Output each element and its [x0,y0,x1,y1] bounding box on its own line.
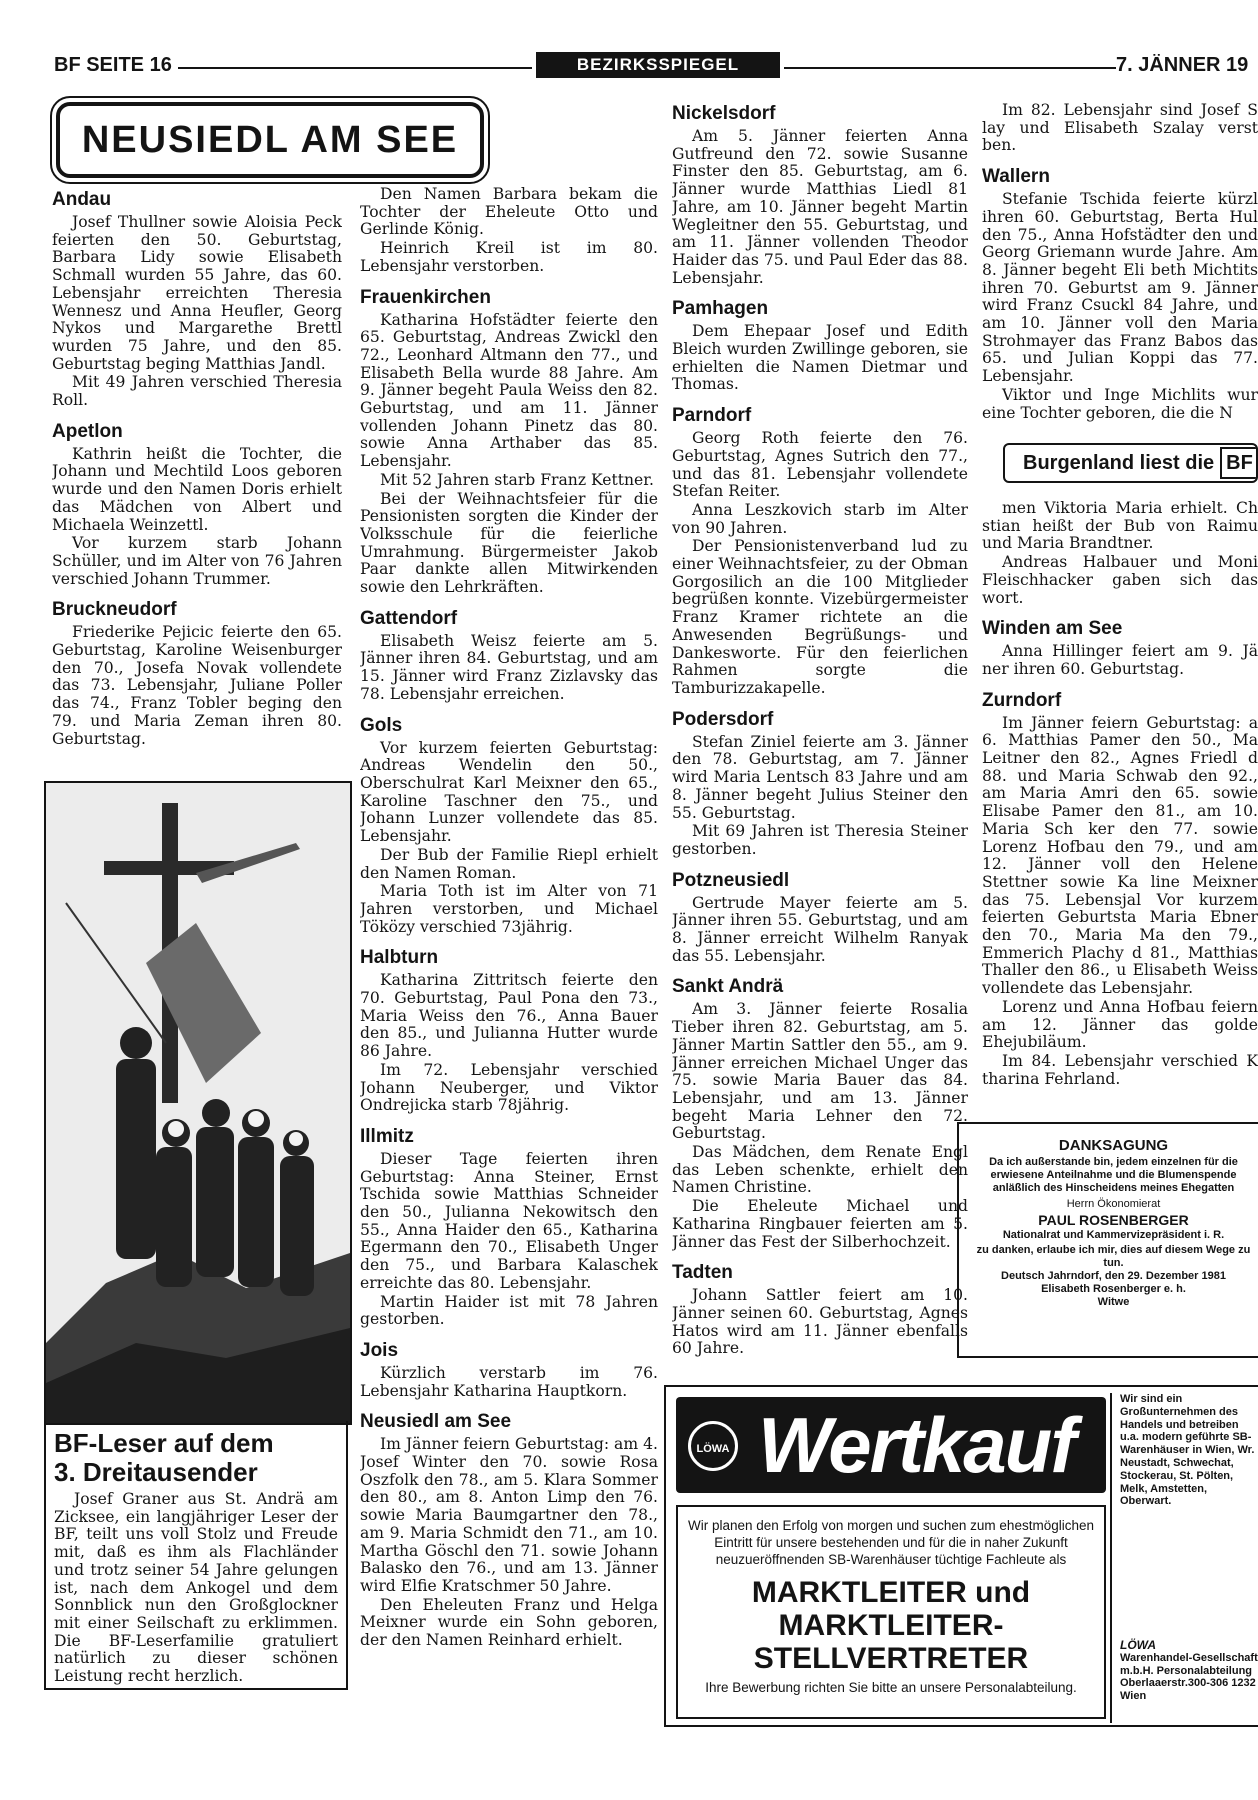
wertkauf-brand: Wertkauf [758,1401,1075,1489]
danksagung-signature: Elisabeth Rosenberger e. h. [1041,1283,1186,1295]
article-section [672,708,968,859]
article-section [982,500,1258,607]
article-section [982,617,1258,678]
article-paragraph: Der Bub der Familie Riepl erhielt den Namen Roman. [360,845,658,882]
article-paragraph: Den Eheleuten Franz und Helga Meixner wurde ein Sohn geboren, der den Namen Reinhard erhielt. [360,1595,658,1650]
lowa-wordmark: LÖWA [1120,1638,1156,1652]
article-paragraph: Friederike Pejicic feierte den 65. Geburtstag, Karoline Weisenburger den 70., Josefa Novak vollendete das 73. Lebensjahr, Juliane Poller das 74., Franz Tobler beging den 79. und Maria Zeman ihren 80. Geburtstag. [52,623,342,748]
company-address [1120,1639,1258,1703]
column-1 [52,188,342,768]
page-number: BF SEITE 16 [54,54,172,76]
summit-photo [44,781,352,1425]
job-title-3: STELLVERTRETER [753,1642,1029,1675]
job-offer-box [676,1505,1106,1719]
town-heading: Andau [52,189,112,210]
job-title-1: MARKTLEITER und [751,1576,1031,1609]
job-title-2: MARKTLEITER- [778,1609,1004,1642]
article-section [360,607,658,704]
article-paragraph: Kürzlich verstarb im 76. Lebensjahr Katharina Hauptkorn. [360,1363,658,1400]
article-paragraph: Stefanie Tschida feierte kürzl ihren 60. Geburtstag, Berta Hul den 75., Anna Hofstädter den und Georg Griemann wurde Jahre. Am 8. Jänner begeht Eli beth Michtits ihren 70. Geburtst am 9. Jänner wird Franz Csuckl 84 Jahre, und am 10. Jänner voll den Maria Strohmayer das Franz Babos das 65. und Julian Koppi das 77. Lebensjahr. [982,190,1258,386]
town-heading: Bruckneudorf [52,599,177,621]
lowa-circle-logo: LÖWA [688,1421,738,1471]
town-heading: Wallern [982,166,1050,188]
job-apply-note: Ihre Bewerbung richten Sie bitte an unsere Personalabteilung. [705,1680,1077,1695]
promo-text: Burgenland liest die [1023,452,1215,474]
article-paragraph: Josef Thullner sowie Aloisia Peck feierten den 50. Geburtstag, Barbara Lidy sowie Elisabeth Schmall wurden 55 Jahre, das 60. Lebensjahr erreichten Theresia Wennesz und Anna Heufler, Georg Nykos und Margarethe Brettl wurden 75 Jahre, und den 85. Geburtstag beging Matthias Jandl. [52,213,342,373]
article-paragraph: Heinrich Kreil ist im 80. Lebensjahr verstorben. [360,239,658,275]
article-section [672,869,968,966]
article-paragraph: Am 5. Jänner feierten Anna Gutfreund den 72. sowie Susanne Finster den 85. Geburtstag, am 6. Jänner wurde Matthias Liedl 81 Jahre, am 10. Jänner begeht Martin Wegleitner den 55. Geburtstag, und am 11. Jänner vollenden Theodor Haider das 75. und Paul Eder das 88. Lebensjahr. [672,127,968,287]
article-paragraph: Andreas Halbauer und Moni Fleischhacker gaben sich das wort. [982,553,1258,607]
column-4-top [982,102,1258,434]
article-paragraph: Dieser Tage feierten ihren Geburtstag: Anna Steiner, Ernst Tschida sowie Matthias Schneider den 50., Julianna Nekowitsch den 55., Anna Haider den 65., Katharina Egermann den 70., Elisabeth Unger den 75., und Barbara Kalaschek erreichte das 80. Lebensjahr. [360,1149,658,1292]
article-section [672,102,968,287]
danksagung-text-1: Da ich außerstande bin, jedem einzelnen für die erwiesene Anteilnahme und die Blumenspende anläßlich des Hinscheidens meines Ehegatten [989,1156,1238,1194]
article-section [360,1410,658,1649]
article-paragraph: men Viktoria Maria erhielt. Ch stian heißt der Bub von Raimu und Maria Brandtner. [982,500,1258,553]
danksagung-witwe: Witwe [1097,1296,1130,1308]
article-section [360,1125,658,1329]
article-paragraph: Johann Sattler feiert am 10. Jänner seinen 60. Geburtstag, Agnes Hatos wird am 11. Jänner ebenfalls 60 Jahre. [672,1286,968,1358]
article-paragraph: Stefan Ziniel feierte am 3. Jänner den 78. Geburtstag, am 7. Jänner wird Maria Lentsch 83 Jahre und am 8. Jänner begeht Julius Steiner den 55. Geburtstag. [672,732,968,822]
header-rule-left [178,67,532,69]
danksagung-place-date: Deutsch Jahrndorf, den 29. Dezember 1981 [1001,1270,1226,1282]
article-paragraph: Kathrin heißt die Tochter, die Johann und Mechtild Loos geboren wurde und den Namen Doris erhielt das Mädchen von Albert und Michaela Weinzettl. [52,444,342,534]
article-paragraph: Im 84. Lebensjahr verschied K tharina Fehrland. [982,1051,1258,1088]
town-heading: Parndorf [672,405,752,427]
article-section [672,297,968,394]
town-heading: Apetlon [52,420,123,442]
wertkauf-logo [676,1397,1106,1493]
article-paragraph: Gertrude Mayer feierte am 5. Jänner ihren 55. Geburtstag, und am 8. Jänner erreicht Wilhelm Ranyak das 55. Lebensjahr. [672,893,968,965]
town-heading: Neusiedl am See [360,1411,512,1433]
company-address-text: Warenhandel-Gesellschaft m.b.H. Personalabteilung Oberlaaerstr.300-306 1232 Wien [1120,1651,1258,1703]
article-section [672,404,968,698]
article-paragraph: Im 82. Lebensjahr sind Josef S lay und Elisabeth Szalay verst ben. [982,102,1258,155]
article-paragraph: Lorenz und Anna Hofbau feiern am 12. Jänner das golde Ehejubiläum. [982,997,1258,1052]
article-section [360,186,658,276]
article-section [982,689,1258,1089]
column-2 [360,186,658,1726]
article-paragraph: Elisabeth Weisz feierte am 5. Jänner ihren 84. Geburtstag, und am 15. Jänner wird Franz Zizlavsky das 78. Lebensjahr erreichen. [360,631,658,703]
ad-divider [1110,1393,1112,1723]
town-heading: Frauenkirchen [360,286,491,308]
town-heading: Zurndorf [982,689,1062,711]
town-heading: Nickelsdorf [672,103,776,124]
town-heading: Jois [360,1339,399,1361]
article-paragraph: Martin Haider ist mit 78 Jahren gestorben. [360,1292,658,1329]
article-section [52,420,342,589]
article-section [360,286,658,597]
summit-photo-graphic [46,783,350,1423]
article-section [982,102,1258,155]
article-paragraph: Dem Ehepaar Josef und Edith Bleich wurden Zwillinge geboren, sie erhielten die Namen Dietmar und Thomas. [672,322,968,394]
caption-text: Josef Graner aus St. Andrä am Zicksee, ein langjähriger Leser der BF, teilt uns voll Stolz und Freude mit, daß es ihm als Flachländer und trotz seiner 54 Jahre gelungen ist, nach dem Ankogel und dem Sonnblick nun den Großglockner mit einer Seilschaft zu erklimmen. Die BF-Leserfamilie gratuliert natürlich zu dieser schönen Leistung recht herzlich. [54,1490,338,1686]
article-section [360,714,658,937]
wertkauf-job-ad [664,1385,1258,1727]
photo-caption [44,1421,348,1690]
article-paragraph: Katharina Hofstädter feierte den 65. Geburtstag, Andreas Zwickl den 72., Leonhard Altmann den 77., und Elisabeth Bella wurde 88 Jahre. Am 9. Jänner begeht Paula Weiss den 82. Geburtstag, und am 11. Jänner vollenden Johann Pinetz das 80. sowie Anna Arthaber das 85. Lebensjahr. [360,310,658,471]
bf-promo-box [1003,443,1258,483]
article-paragraph: Im Jänner feiern Geburtstag: am 4. Josef Winter den 70. sowie Rosa Oszfolk den 78., am 5. Klara Sommer den 80., am 8. Anton Limp den 76. sowie Maria Baumgartner den 78., am 9. Maria Schmidt den 71., am 10. Martha Göschl den 71. sowie Johann Balasko den 76., und am 13. Jänner wird Elfie Kratschmer 50 Jahre. [360,1435,658,1595]
bf-logo: BF [1220,447,1258,479]
article-paragraph: Anna Leszkovich starb im Alter von 90 Jahren. [672,500,968,537]
article-section [52,188,342,410]
section-label: BEZIRKSSPIEGEL [536,52,780,78]
article-paragraph: Das Mädchen, dem Renate Engl das Leben schenkte, erhielt den Namen Christine. [672,1143,968,1197]
article-section [52,598,342,748]
town-heading: Pamhagen [672,298,769,320]
article-paragraph: Im 72. Lebensjahr verschied Johann Neuberger, und Viktor Ondrejicka starb 78jährig. [360,1060,658,1115]
article-paragraph: Katharina Zittritsch feierte den 70. Geburtstag, Paul Pona den 73., Maria Weiss den 76., Anna Bauer den 85., und Julianna Hutter wurde 86 Jahre. [360,971,658,1061]
article-section [360,946,658,1115]
article-paragraph: Anna Hillinger feiert am 9. Jä ner ihren 60. Geburtstag. [982,642,1258,678]
article-paragraph: Vor kurzem starb Johann Schüller, und im Alter von 76 Jahren verschied Johann Trummer. [52,534,342,588]
town-heading: Gattendorf [360,607,458,629]
caption-title-line-1: BF-Leser auf dem [54,1428,274,1458]
article-paragraph: Mit 49 Jahren verschied Theresia Roll. [52,373,342,410]
article-paragraph: Bei der Weihnachtsfeier für die Pensionisten sorgten die Kinder der Volksschule für die feierliche Umrahmung. Bürgermeister Jakob Paar dankte allen Mitwirkenden sowie den Lehrkräften. [360,489,658,597]
article-paragraph: Georg Roth feierte den 76. Geburtstag, Agnes Sutrich den 77., und das 81. Lebensjahr vollendete Stefan Reiter. [672,429,968,501]
article-paragraph: Maria Toth ist im Alter von 71 Jahren verstorben, und Michael Töközy verschied 73jährig. [360,882,658,936]
article-paragraph: Im Jänner feiern Geburtstag: a 6. Matthias Pamer den 50., Ma Leitner den 82., Agnes Friedl d 88. und Maria Schwab den 92., am Maria Amri den 65. sowie Elisabe Pamer den 81., am 10. Maria Sch ker den 77. sowie Lorenz Hofbau den 79., und am 12. Jänner voll den Helene Stettner sowie Ka line Meixner das 75. Lebensjal Vor kurzem feierten Geburtsta Maria Ebner den 70., Maria Ma den 79., Emmerich Plachy d 81., Matthias Thaller den 86., u Elisabeth Weiss vollendete das Lebensjahr. [982,713,1258,998]
danksagung-title: DANKSAGUNG [1058,1137,1169,1154]
company-description: Wir sind ein Großunternehmen des Handels und betreiben u.a. modern geführte SB-Warenhäuser in Wien, Wr. Neustadt, Schwechat, Stockerau, St. Pölten, Melk, Amstetten, Oberwart. [1120,1393,1255,1508]
article-section [360,1339,658,1400]
town-heading: Winden am See [982,618,1123,640]
caption-title-line-2: 3. Dreitausender [54,1457,258,1487]
article-paragraph: Der Pensionistenverband lud zu einer Weihnachtsfeier, zu der Obman Gorgosilich an die 100 Mitglieder begrüßen konnte. Vizebürgermeister Franz Kramer richtete an die Anwesenden Begrüßungs- und Dankesworte. Für den feierlichen Rahmen sorgte die Tamburizzakapelle. [672,537,968,697]
article-paragraph: Mit 69 Jahren ist Theresia Steiner gestorben. [672,822,968,858]
article-section [672,975,968,1251]
issue-date: 7. JÄNNER 19 [1116,54,1249,76]
danksagung-notice [957,1122,1258,1358]
header-rule-right [784,67,1116,69]
region-masthead: NEUSIEDL AM SEE [56,102,484,178]
article-section [982,165,1258,422]
deceased-role: Nationalrat und Kammervizepräsident i. R. [1002,1229,1225,1241]
column-4-bottom [982,500,1258,1100]
town-heading: Potzneusiedl [672,869,790,891]
article-section [672,1261,968,1358]
danksagung-herrn: Herrn Ökonomierat [1066,1198,1161,1210]
article-paragraph: Den Namen Barbara bekam die Tochter der Eheleute Otto und Gerlinde König. [360,186,658,239]
article-paragraph: Mit 52 Jahren starb Franz Kettner. [380,470,654,489]
town-heading: Sankt Andrä [672,976,784,998]
town-heading: Halbturn [360,947,439,969]
job-intro: Wir planen den Erfolg von morgen und suchen zum ehestmöglichen Eintritt für unsere bestehenden und für die in naher Zukunft neuzueröffnenden SB-Warenhäuser tüchtige Fachleute als [688,1518,1094,1567]
article-paragraph: Vor kurzem feierten Geburtstag: Andreas Wendelin den 50., Oberschulrat Karl Meixner den 65., Karoline Taschner den 75., und Johann Lunzer vollendete das 85. Lebensjahr. [360,738,658,846]
column-3 [672,102,968,1364]
article-paragraph: Viktor und Inge Michlits wur eine Tochter geboren, die die N [982,385,1258,422]
article-paragraph: Am 3. Jänner feierte Rosalia Tieber ihren 82. Geburtstag, am 5. Jänner Martin Sattler den 55., am 9. Jänner erreichen Michael Unger das 75. sowie Maria Bauer das 84. Lebensjahr, und am 13. Jänner begeht Maria Lehner den 72. Geburtstag. [672,1000,968,1143]
town-heading: Gols [360,714,403,736]
deceased-name: PAUL ROSENBERGER [1038,1212,1189,1228]
town-heading: Tadten [672,1262,733,1284]
danksagung-text-2: zu danken, erlaube ich mir, dies auf diesem Wege zu tun. [976,1244,1251,1269]
article-paragraph: Die Eheleute Michael und Katharina Ringbauer feierten am 5. Jänner das Fest der Silberhochzeit. [672,1197,968,1251]
town-heading: Illmitz [360,1125,414,1147]
town-heading: Podersdorf [672,708,774,730]
